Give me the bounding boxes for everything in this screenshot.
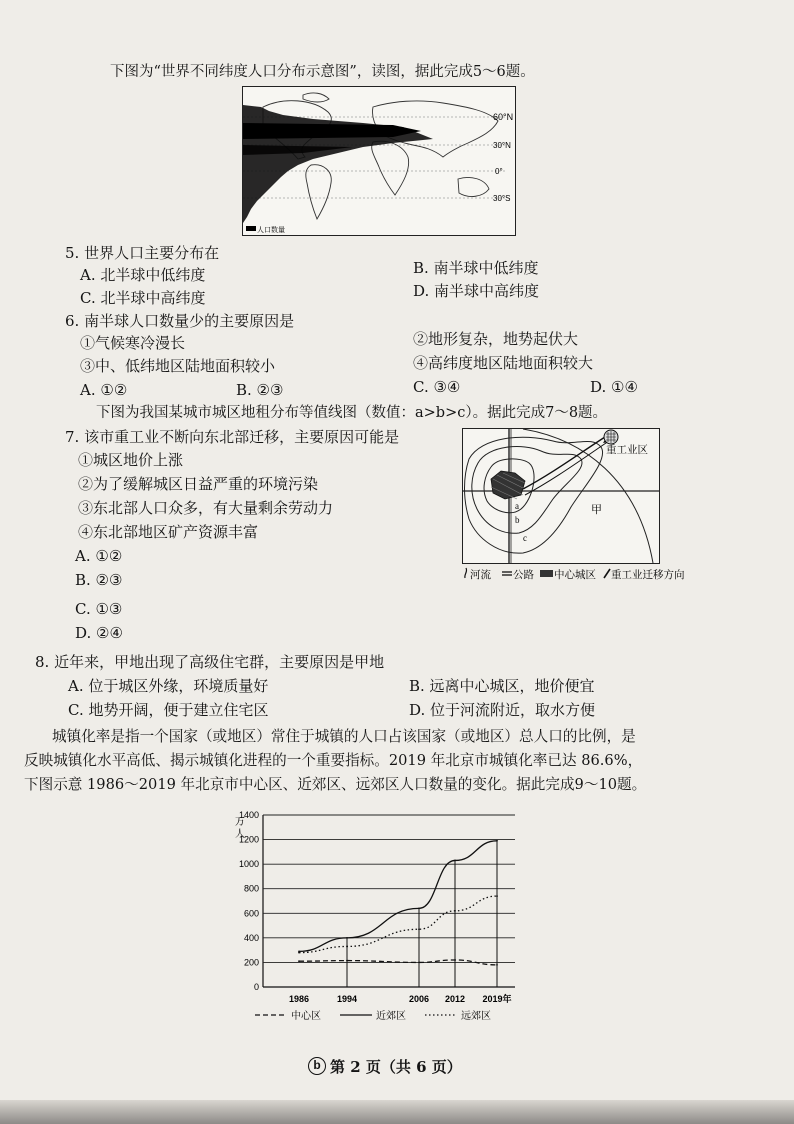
city-map-legend-graphic <box>462 566 712 582</box>
q5-option-b: B. 南半球中低纬度 <box>413 259 539 277</box>
label-contour-c: c <box>523 533 527 543</box>
q8-option-d: D. 位于河流附近，取水方便 <box>409 701 596 719</box>
footer-page-text: 第 2 页（共 6 页） <box>330 1057 462 1076</box>
series-point-1 <box>418 907 420 909</box>
legend-center-icon <box>540 570 553 577</box>
legend-label-1: 近郊区 <box>376 1011 406 1022</box>
series-point-2 <box>454 910 456 912</box>
x-tick-label: 1994 <box>336 994 358 1004</box>
q6-option-b: B. ②③ <box>236 381 284 399</box>
q8-option-c: C. 地势开阔，便于建立住宅区 <box>68 701 269 719</box>
q6-statement-4: ④高纬度地区陆地面积较大 <box>413 354 594 372</box>
legend-river-label: 河流 <box>470 569 491 581</box>
series-line-2 <box>299 896 497 953</box>
x-tick-label: 2019年 <box>482 994 512 1004</box>
legend-label-2: 远郊区 <box>461 1011 491 1022</box>
legend-migration-label: 重工业迁移方向 <box>611 569 685 581</box>
y-tick-label: 1200 <box>238 834 259 845</box>
y-tick-label: 1400 <box>238 810 259 820</box>
q6-option-a: A. ①② <box>80 381 128 399</box>
q7-option-a: A. ①② <box>75 547 123 565</box>
series-point-0 <box>418 962 420 964</box>
city-rent-map <box>462 428 660 564</box>
q7-option-d: D. ②④ <box>75 624 123 642</box>
label-jia: 甲 <box>591 503 602 516</box>
series-point-0 <box>298 960 300 962</box>
q6-stem: 6. 南半球人口数量少的主要原因是 <box>65 312 295 330</box>
para-line-1: 城镇化率是指一个国家（或地区）常住于城镇的人口占该国家（或地区）总人口的比例，是 <box>52 728 636 745</box>
y-axis-label: 万 <box>235 817 245 828</box>
lat-label-30n: 30°N <box>493 141 511 150</box>
y-tick-label: 200 <box>243 957 259 968</box>
scan-bottom-edge <box>0 1100 794 1124</box>
para-line-2: 反映城镇化水平高低、揭示城镇化进程的一个重要指标。2019 年北京市城镇化率已达 86.6%， <box>24 752 643 769</box>
footer-badge: b <box>308 1057 326 1075</box>
lat-label-60n: 60°N <box>493 112 514 122</box>
y-tick-label: 1000 <box>238 859 259 870</box>
q6-statement-3: ③中、低纬地区陆地面积较小 <box>80 357 276 375</box>
q7-statement-2: ②为了缓解城区日益严重的环境污染 <box>78 475 319 493</box>
q7-option-c: C. ①③ <box>75 600 123 618</box>
y-axis-label-2: 人 <box>235 829 245 840</box>
x-tick-label: 2012 <box>444 994 466 1004</box>
q6-statement-1: ①气候寒冷漫长 <box>80 334 186 352</box>
label-heavy-industry: 重工业区 <box>606 444 648 456</box>
para-line-3: 下图示意 1986～2019 年北京市中心区、近郊区、远郊区人口数量的变化。据此完成9～10题。 <box>24 776 647 793</box>
world-map-graphic <box>243 87 515 235</box>
label-contour-a: a <box>515 501 519 511</box>
q6-option-c: C. ③④ <box>413 378 461 396</box>
q7-statement-1: ①城区地价上涨 <box>78 451 184 469</box>
legend-road-label: 公路 <box>513 569 534 581</box>
page-footer <box>308 1055 462 1077</box>
q7-statement-3: ③东北部人口众多，有大量剩余劳动力 <box>78 499 334 517</box>
q8-stem: 8. 近年来，甲地出现了高级住宅群，主要原因是甲地 <box>35 653 385 671</box>
q5-option-a: A. 北半球中低纬度 <box>80 266 206 284</box>
q5-option-c: C. 北半球中高纬度 <box>80 289 206 307</box>
q7-option-b: B. ②③ <box>75 571 123 589</box>
series-line-1 <box>299 841 497 952</box>
y-tick-label: 0 <box>253 982 259 992</box>
series-point-0 <box>496 964 498 966</box>
series-point-0 <box>454 959 456 961</box>
q5-stem: 5. 世界人口主要分布在 <box>65 244 220 262</box>
x-tick-label: 2006 <box>408 994 430 1004</box>
series-point-0 <box>346 960 348 962</box>
q8-option-b: B. 远离中心城区，地价便宜 <box>409 677 595 695</box>
legend-swatch-population <box>246 226 256 231</box>
series-point-1 <box>346 937 348 939</box>
q5-option-d: D. 南半球中高纬度 <box>413 282 540 300</box>
series-point-1 <box>454 860 456 862</box>
population-line-chart <box>215 805 545 1035</box>
legend-center-label: 中心城区 <box>554 569 596 581</box>
lat-label-30s: 30°S <box>493 194 511 203</box>
y-tick-label: 400 <box>243 932 259 943</box>
legend-river-icon <box>465 568 467 578</box>
intro-q7-8: 下图为我国某城市城区地租分布等值线图（数值：a>b>c）。据此完成7～8题。 <box>96 405 608 421</box>
q7-statement-4: ④东北部地区矿产资源丰富 <box>78 523 259 541</box>
q8-option-a: A. 位于城区外缘，环境质量好 <box>68 677 269 695</box>
q6-statement-2: ②地形复杂，地势起伏大 <box>413 330 579 348</box>
label-contour-b: b <box>515 515 520 525</box>
lat-label-0: 0° <box>495 167 503 176</box>
legend-label-0: 中心区 <box>291 1011 321 1022</box>
series-point-2 <box>418 928 420 930</box>
q6-option-d: D. ①④ <box>590 378 638 396</box>
series-point-2 <box>298 952 300 954</box>
series-point-2 <box>346 946 348 948</box>
city-map-graphic <box>463 429 659 563</box>
x-tick-label: 1986 <box>288 994 310 1004</box>
y-tick-label: 800 <box>243 883 259 894</box>
city-map-legend <box>462 566 712 582</box>
legend-migration-icon <box>604 569 610 578</box>
legend-population: 人口数量 <box>257 227 285 234</box>
y-tick-label: 600 <box>243 908 259 919</box>
intro-q5-6: 下图为“世界不同纬度人口分布示意图”，读图，据此完成5～6题。 <box>110 64 535 80</box>
world-population-map <box>242 86 516 236</box>
series-point-1 <box>496 840 498 842</box>
series-point-2 <box>496 895 498 897</box>
q7-stem: 7. 该市重工业不断向东北部迁移，主要原因可能是 <box>65 428 400 446</box>
